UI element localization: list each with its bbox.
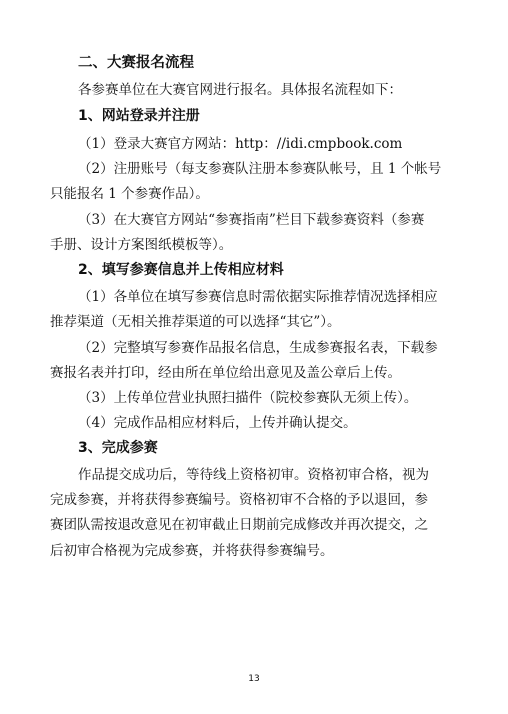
step3-heading: 3、完成参赛 [78,440,158,456]
step2-item: （4）完成作品相应材料后，上传并确认提交。 [78,415,357,431]
step3-paragraph-line: 作品提交成功后，等待线上资格初审。资格初审合格，视为 [78,467,429,483]
page-number: 13 [248,674,260,684]
section-title: 二、大赛报名流程 [78,55,194,71]
step2-item: 推荐渠道（无相关推荐渠道的可以选择“其它”）。 [50,314,341,330]
step2-item: （2）完整填写参赛作品报名信息，生成参赛报名表，下载参 [78,340,438,356]
intro-text: 各参赛单位在大赛官网进行报名。具体报名流程如下： [78,82,402,98]
step2-item: 赛报名表并打印，经由所在单位给出意见及盖公章后上传。 [50,365,401,381]
step2-item: （3）上传单位营业执照扫描件（院校参赛队无须上传）。 [78,390,418,406]
step1-item: 只能报名 1 个参赛作品）。 [50,186,209,202]
step3-paragraph-line: 完成参赛，并将获得参赛编号。资格初审不合格的予以退回，参 [50,492,428,508]
step3-paragraph-line: 后初审合格视为完成参赛，并将获得参赛编号。 [50,543,334,559]
step1-item: 手册、设计方案图纸模板等）。 [50,237,233,253]
step1-item: （2）注册账号（每支参赛队注册本参赛队帐号，且 1 个帐号 [78,161,442,177]
step1-item: （3）在大赛官方网站“参赛指南”栏目下载参赛资料（参赛 [78,212,425,228]
step1-item: （1）登录大赛官方网站：http：//idi.cmpbook.com [78,136,403,152]
step2-heading: 2、填写参赛信息并上传相应材料 [78,262,284,278]
step1-heading: 1、网站登录并注册 [78,108,200,124]
step3-paragraph-line: 赛团队需按退改意见在初审截止日期前完成修改并再次提交，之 [50,517,428,533]
step2-item: （1）各单位在填写参赛信息时需依据实际推荐情况选择相应 [78,289,438,305]
